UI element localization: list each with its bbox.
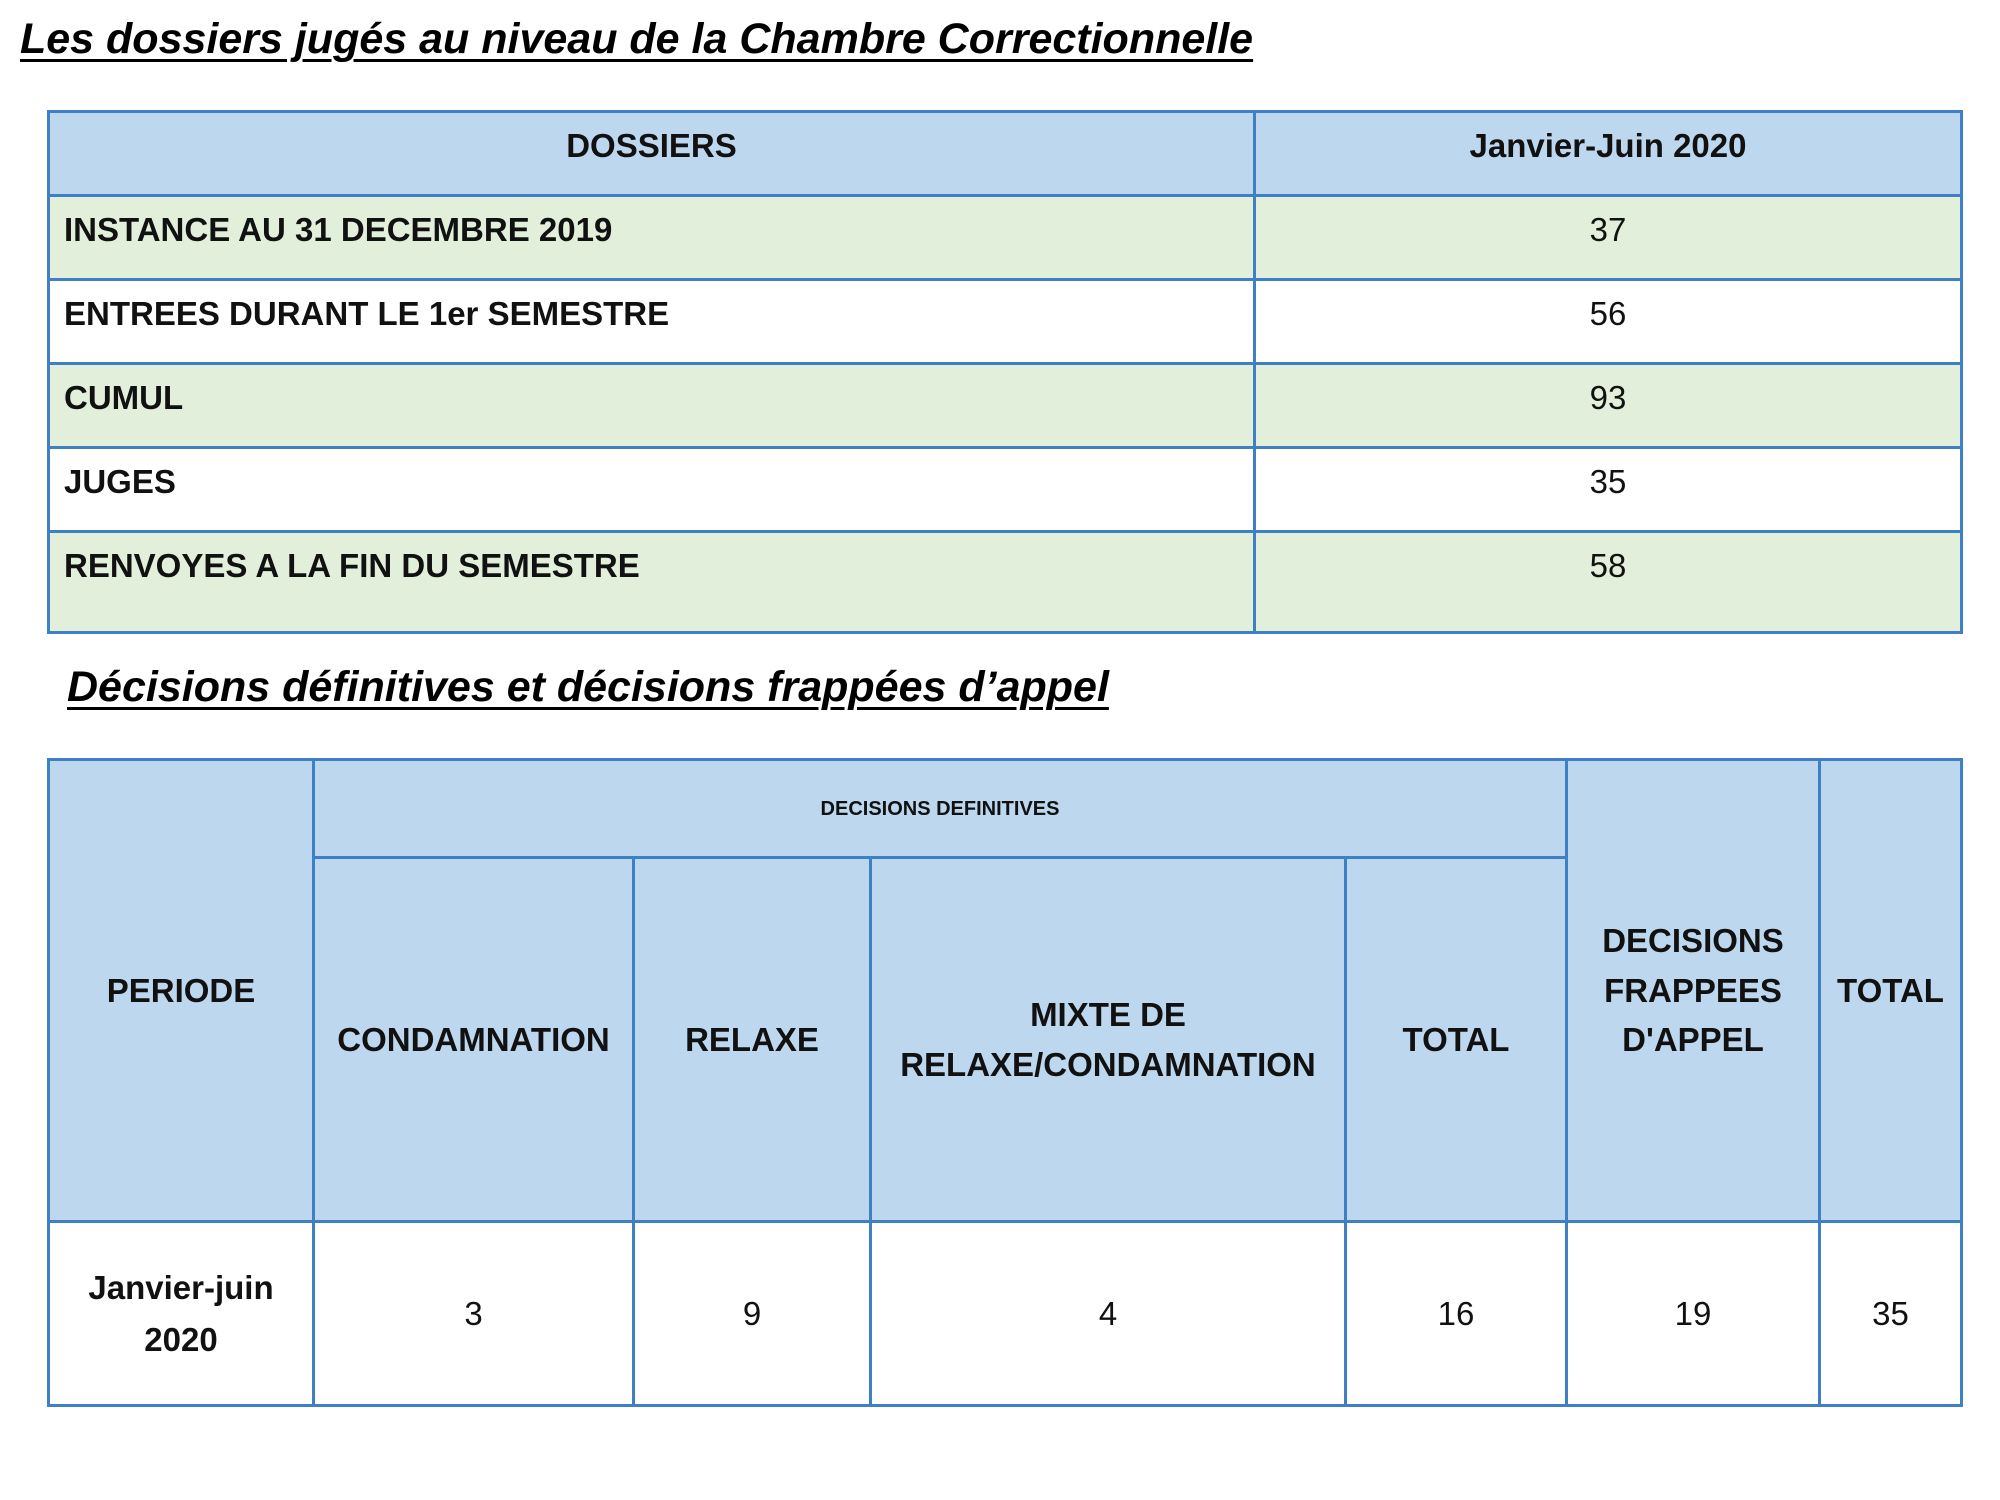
row-value: 35 (1255, 448, 1962, 532)
row-label: ENTREES DURANT LE 1er SEMESTRE (49, 280, 1255, 364)
cell-relaxe: 9 (634, 1222, 871, 1406)
header-periode: PERIODE (49, 760, 314, 1222)
cell-total-definitives: 16 (1346, 1222, 1567, 1406)
header-total: TOTAL (1820, 760, 1962, 1222)
table-row (49, 364, 1962, 448)
cell-total: 35 (1820, 1222, 1962, 1406)
section-title: Décisions définitives et décisions frappées d’appel (67, 663, 1109, 711)
cell-condamnation: 3 (314, 1222, 634, 1406)
row-label: CUMUL (49, 364, 1255, 448)
page-title: Les dossiers jugés au niveau de la Chambre Correctionnelle (20, 15, 1254, 63)
row-value: 93 (1255, 364, 1962, 448)
table-header-row (49, 112, 1962, 196)
cell-frappees-appel: 19 (1567, 1222, 1820, 1406)
header-mixte: MIXTE DE RELAXE/CONDAMNATION (871, 858, 1346, 1222)
table-row (49, 448, 1962, 532)
header-period: Janvier-Juin 2020 (1255, 112, 1962, 196)
row-value: 58 (1255, 532, 1962, 633)
header-decisions-definitives: DECISIONS DEFINITIVES (314, 760, 1567, 858)
row-label: RENVOYES A LA FIN DU SEMESTRE (49, 532, 1255, 633)
row-value: 56 (1255, 280, 1962, 364)
table-row (49, 532, 1962, 633)
header-total-definitives: TOTAL (1346, 858, 1567, 1222)
dossiers-table (47, 110, 1963, 634)
header-decisions-frappees-appel: DECISIONS FRAPPEES D'APPEL (1567, 760, 1820, 1222)
cell-mixte: 4 (871, 1222, 1346, 1406)
header-dossiers: DOSSIERS (49, 112, 1255, 196)
header-condamnation: CONDAMNATION (314, 858, 634, 1222)
table-row (49, 196, 1962, 280)
header-relaxe: RELAXE (634, 858, 871, 1222)
table-row (49, 280, 1962, 364)
table-row (49, 1222, 1962, 1406)
row-label: JUGES (49, 448, 1255, 532)
row-value: 37 (1255, 196, 1962, 280)
table-header-row (49, 760, 1962, 858)
decisions-table (47, 758, 1963, 1407)
row-label: INSTANCE AU 31 DECEMBRE 2019 (49, 196, 1255, 280)
cell-periode: Janvier-juin 2020 (49, 1222, 314, 1406)
